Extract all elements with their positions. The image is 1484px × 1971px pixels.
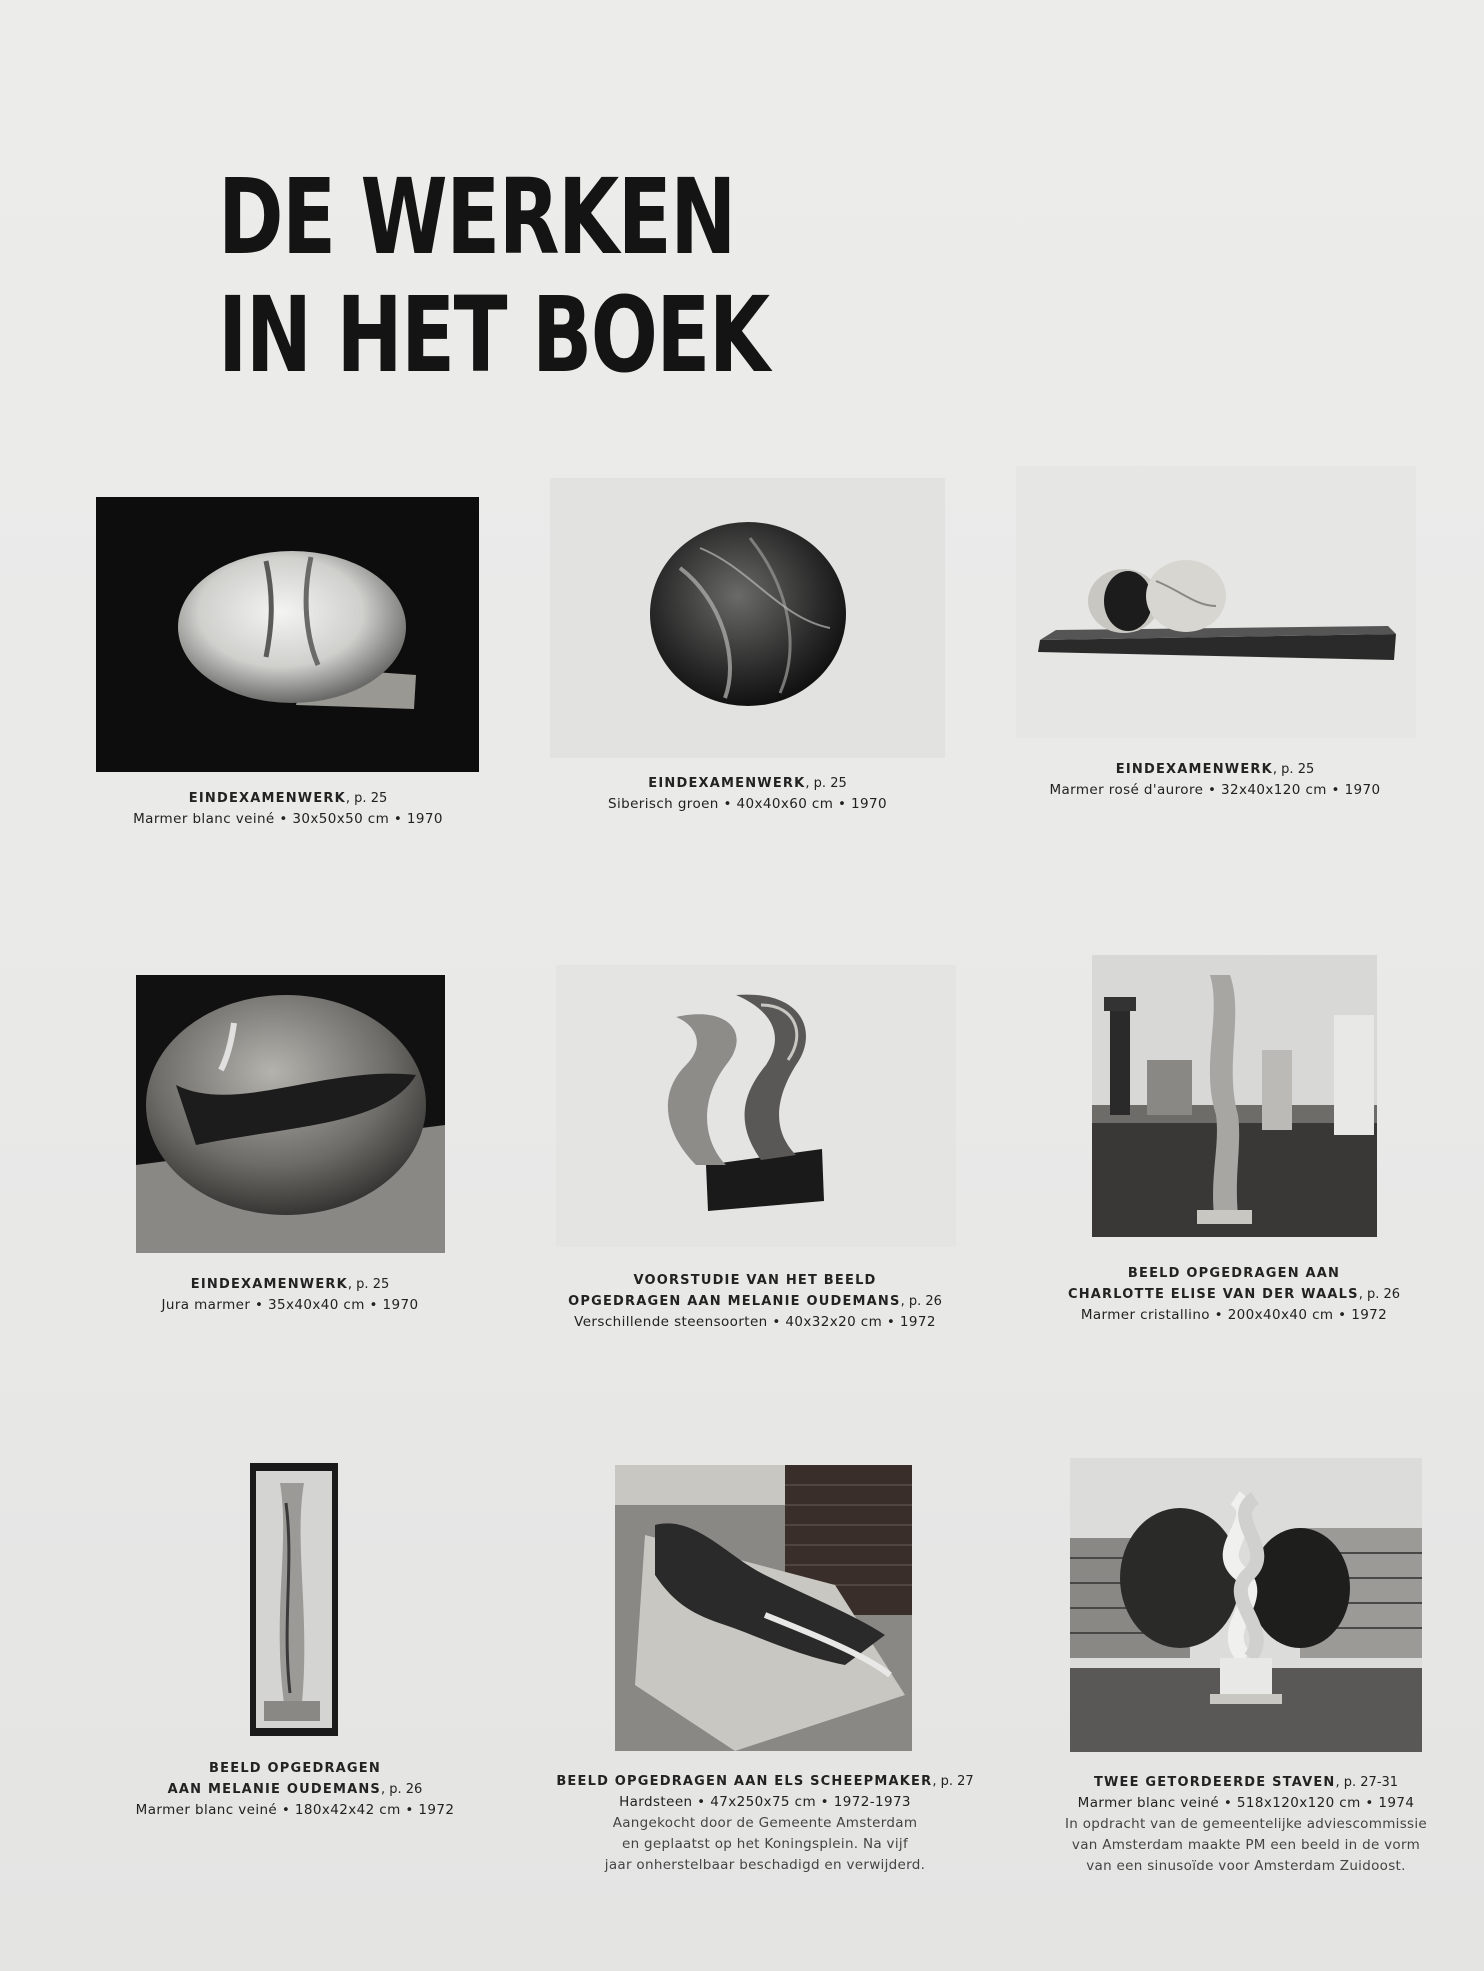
work-7-title-line-2: AAN MELANIE OUDEMANS, p. 26 — [167, 1782, 423, 1797]
work-2-title: EINDEXAMENWERK, p. 25 — [648, 776, 847, 791]
work-5-title-line-1: VOORSTUDIE VAN HET BEELD — [633, 1273, 877, 1288]
title-line-2: IN HET BOEK — [218, 274, 769, 396]
work-2-caption — [565, 773, 930, 815]
work-7-caption — [115, 1758, 475, 1821]
title-line-1: DE WERKEN — [218, 156, 735, 278]
work-3-details: Marmer rosé d'aurore • 32x40x120 cm • 1970 — [1049, 782, 1381, 798]
work-8-title: BEELD OPGEDRAGEN AAN ELS SCHEEPMAKER, p. 27 — [556, 1774, 974, 1789]
work-4-title: EINDEXAMENWERK, p. 25 — [190, 1277, 390, 1292]
work-8-caption — [555, 1771, 975, 1876]
work-6-caption — [1044, 1263, 1424, 1326]
work-3-caption — [1030, 759, 1400, 801]
work-9-photo — [1070, 1458, 1422, 1752]
work-1-details: Marmer blanc veiné • 30x50x50 cm • 1970 — [133, 811, 443, 827]
work-8-photo — [615, 1465, 912, 1751]
work-7-title-line-1: BEELD OPGEDRAGEN — [209, 1761, 381, 1776]
work-8-note-line-2: en geplaatst op het Koningsplein. Na vijf — [622, 1836, 908, 1852]
work-7-photo — [250, 1463, 338, 1736]
work-2-photo — [550, 478, 945, 758]
work-1-title: EINDEXAMENWERK, p. 25 — [188, 791, 388, 806]
work-5-caption — [555, 1270, 955, 1333]
work-8-note-line-3: jaar onherstelbaar beschadigd en verwijderd. — [604, 1857, 926, 1873]
work-9-note-line-1: In opdracht van de gemeentelijke adviescommissie — [1064, 1816, 1428, 1832]
work-4-caption — [110, 1274, 470, 1316]
work-9-note-line-3: van een sinusoïde voor Amsterdam Zuidoost. — [1086, 1858, 1406, 1874]
work-3-title: EINDEXAMENWERK, p. 25 — [1115, 762, 1315, 777]
work-9-title: TWEE GETORDEERDE STAVEN, p. 27-31 — [1093, 1775, 1399, 1790]
work-4-photo — [136, 975, 445, 1253]
work-5-title-line-2: OPGEDRAGEN AAN MELANIE OUDEMANS, p. 26 — [568, 1294, 942, 1309]
work-6-title-line-1: BEELD OPGEDRAGEN AAN — [1127, 1266, 1341, 1281]
work-8-note-line-1: Aangekocht door de Gemeente Amsterdam — [612, 1815, 918, 1831]
page-title — [218, 158, 769, 394]
work-5-photo — [556, 965, 956, 1247]
work-2-details: Siberisch groen • 40x40x60 cm • 1970 — [608, 796, 887, 812]
work-4-details: Jura marmer • 35x40x40 cm • 1970 — [161, 1297, 419, 1313]
work-3-photo — [1016, 466, 1416, 738]
work-1-photo — [96, 497, 479, 772]
work-5-details: Verschillende steensoorten • 40x32x20 cm • 1972 — [574, 1314, 936, 1330]
work-6-details: Marmer cristallino • 200x40x40 cm • 1972 — [1080, 1307, 1388, 1323]
work-6-photo — [1092, 955, 1377, 1237]
work-1-caption — [108, 788, 468, 830]
work-9-note-line-2: van Amsterdam maakte PM een beeld in de vorm — [1071, 1837, 1421, 1853]
work-9-caption — [1046, 1772, 1446, 1877]
work-9-details: Marmer blanc veiné • 518x120x120 cm • 1974 — [1077, 1795, 1415, 1811]
work-6-title-line-2: CHARLOTTE ELISE VAN DER WAALS, p. 26 — [1067, 1287, 1401, 1302]
work-8-details: Hardsteen • 47x250x75 cm • 1972-1973 — [619, 1794, 911, 1810]
work-7-details: Marmer blanc veiné • 180x42x42 cm • 1972 — [135, 1802, 455, 1818]
